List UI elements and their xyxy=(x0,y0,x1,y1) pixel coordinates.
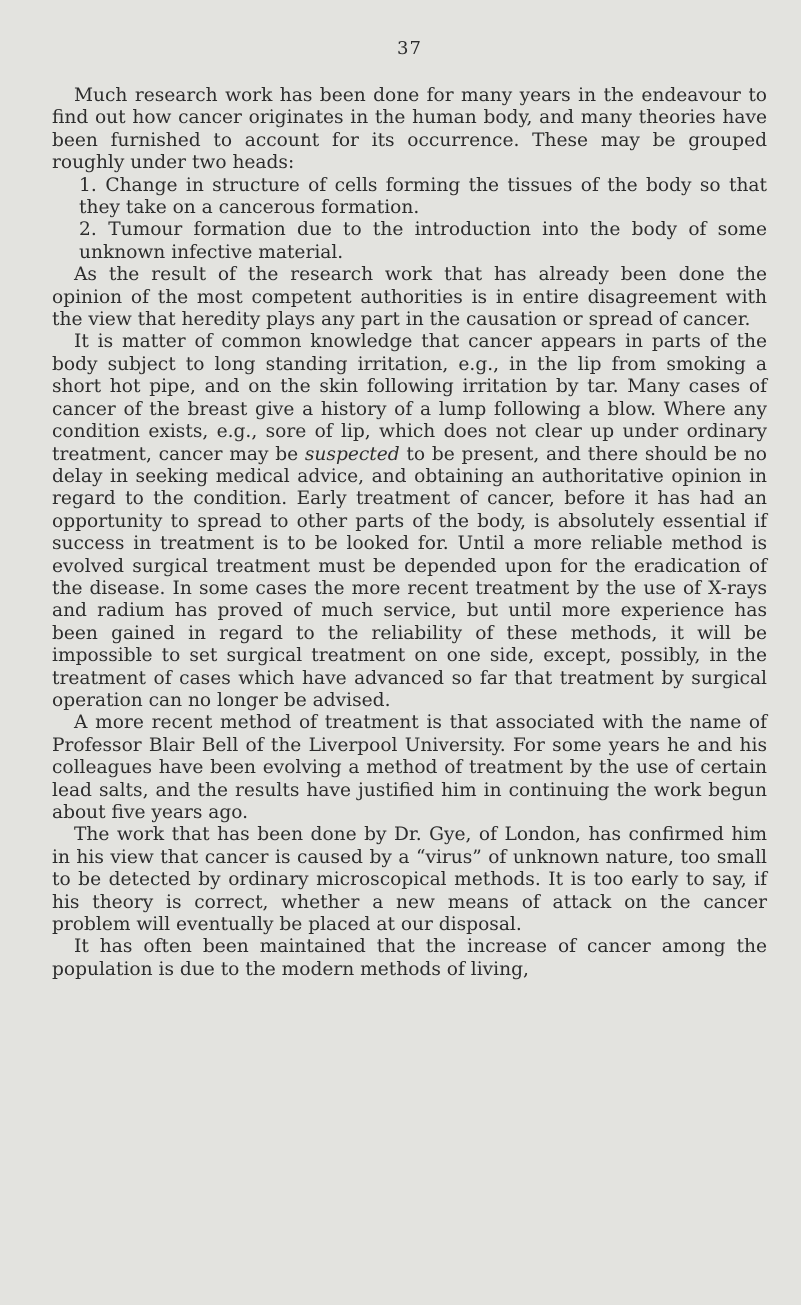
list-item-1 xyxy=(52,175,767,220)
list-item-2 xyxy=(52,219,767,264)
body-text xyxy=(52,85,767,981)
paragraph-modern-living: It has often been maintained that the increase of cancer among the population is due to the modern methods of living, xyxy=(52,936,767,980)
emphasized-word: suspected xyxy=(304,443,400,465)
list-number: 1. xyxy=(79,174,97,196)
paragraph-text: It is matter of common knowledge that cancer appears in parts of the body subject to long standing irritation, e.g., in the lip from smoking a short hot pipe, and on the skin following irritation by tar. Many cases of cancer of the breast give a history of a lump following a blow. Where any condition exists, e.g., sore of lip, which does not clear up under ordinary treatment, cancer may be xyxy=(52,331,767,465)
paragraph-blair-bell: A more recent method of treatment is that associated with the name of Professor Blair Bell of the Liverpool University. For some years he and his colleagues have been evolving a method of treatment by the use of certain lead salts, and the results have justified him in continuing the work begun about five years ago. xyxy=(52,712,767,823)
list-item-text: Tumour formation due to the introduction into the body of some unknown infective material. xyxy=(79,219,767,263)
list-number: 2. xyxy=(79,219,97,241)
paragraph-intro: Much research work has been done for many years in the endeavour to find out how cancer originates in the human body, and many theories have been furnished to account for its occurrence. These may be grouped roughly under two heads: xyxy=(52,85,767,174)
page-number: 37 xyxy=(397,38,422,59)
paragraph-heredity: As the result of the research work that has already been done the opinion of the most competent authorities is in entire disagreement with the view that heredity plays any part in the causation or spread of cancer. xyxy=(52,264,767,331)
paragraph-text: to be present, and there should be no delay in seeking medical advice, and obtaining an authoritative opinion in regard to the condition. Early treatment of cancer, before it has had an opportunity to spread to other parts of the body, is absolutely essential if success in treatment is to be looked for. Until a more reliable method is evolved surgical treatment must be depended upon for the eradication of the disease. In some cases the more recent treatment by the use of X-rays and radium has proved of much service, but until more experience has been gained in regard to the reliability of these methods, it will be impossible to set surgical treatment on one side, except, possibly, in the treatment of cases which have advanced so far that treatment by surgical operation can no longer be advised. xyxy=(52,443,767,711)
paragraph-gye: The work that has been done by Dr. Gye, of London, has confirmed him in his view that cancer is caused by a “virus” of unknown nature, too small to be detected by ordinary microscopical methods. It is too early to say, if his theory is correct, whether a new means of attack on the cancer problem will eventually be placed at our disposal. xyxy=(52,824,767,936)
paragraph-irritation xyxy=(52,331,767,712)
list-item-text: Change in structure of cells forming the tissues of the body so that they take on a cancerous formation. xyxy=(79,174,767,219)
